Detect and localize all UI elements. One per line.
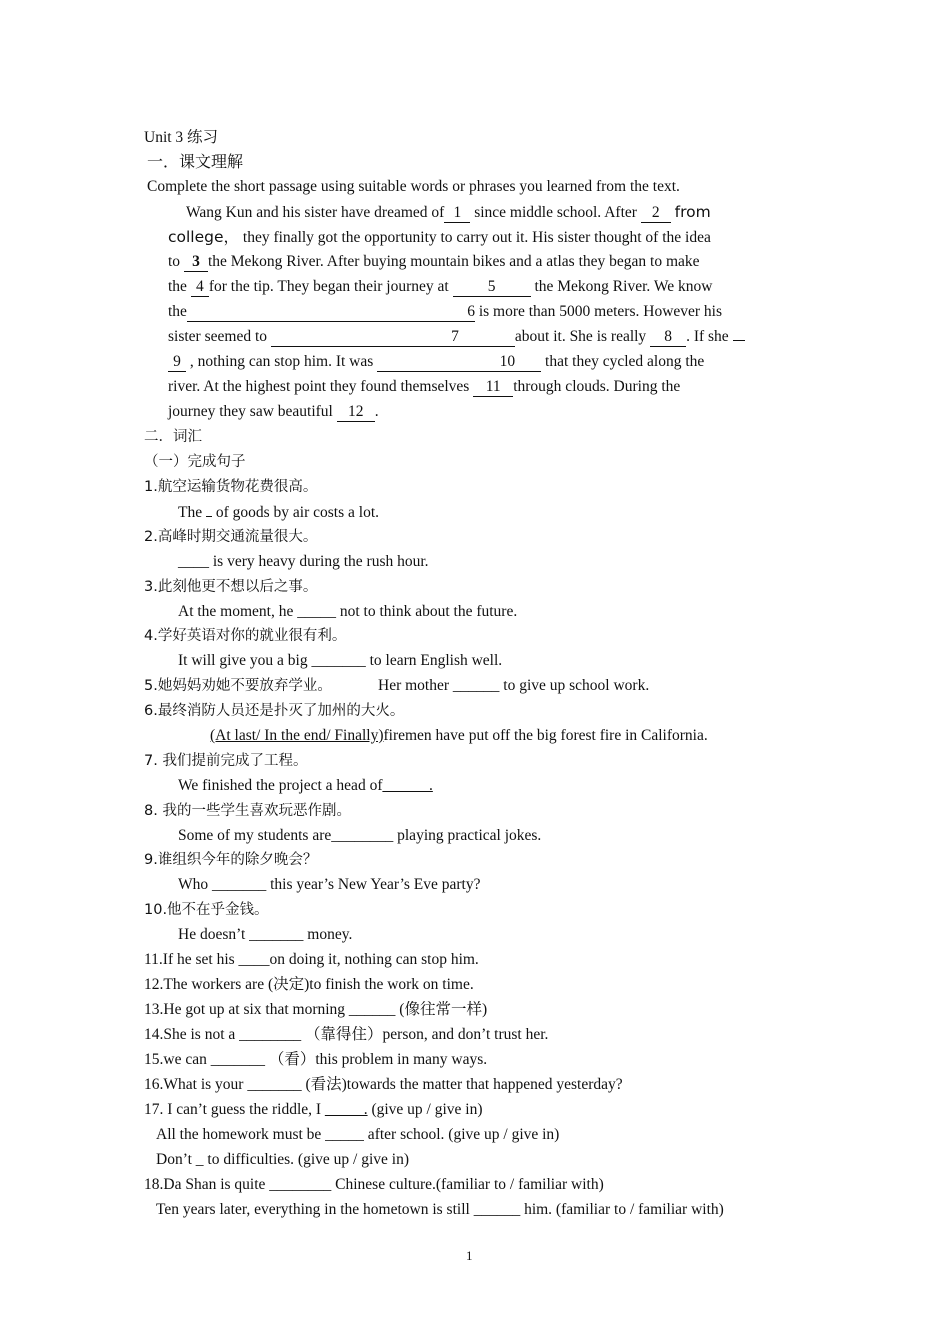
q6-english: (At last/ In the end/ Finally)firemen have put off the big forest fire in California. — [210, 727, 708, 744]
q15: 15.we can _______ （看）this problem in many ways. — [144, 1051, 488, 1068]
q17-third: Don’t _ to difficulties. (give up / give in) — [156, 1151, 409, 1168]
blank-12: 12 — [337, 403, 375, 422]
passage-line-1: Wang Kun and his sister have dreamed of 1 since middle school. After 2 from — [186, 203, 711, 221]
q5-chinese: 5.她妈妈劝她不要放弃学业。 — [144, 678, 332, 694]
q4-english: It will give you a big _______ to learn English well. — [178, 652, 503, 669]
q7-english: We finished the project a head of______. — [178, 777, 433, 794]
q2-english: ____ is very heavy during the rush hour. — [178, 553, 429, 570]
passage-line-4: the 4 for the tip. They began their journey at 5 the Mekong River. We know — [168, 278, 713, 295]
passage-line-8: river. At the highest point they found themselves 11 through clouds. During the — [168, 378, 681, 395]
q9-chinese: 9.谁组织今年的除夕晚会？ — [144, 852, 318, 868]
section2-heading: 二．词汇 — [144, 429, 202, 445]
q10-english: He doesn’t _______ money. — [178, 926, 353, 943]
blank-9-start — [733, 340, 745, 341]
blank-8: 8 — [650, 328, 686, 347]
q1-english: The of goods by air costs a lot. — [178, 504, 380, 521]
passage-line-2: college， they finally got the opportunity to carry out it. His sister thought of the idea — [168, 228, 711, 246]
passage-line-9: journey they saw beautiful 12 . — [168, 403, 379, 420]
q5-english: Her mother ______ to give up school work. — [378, 677, 650, 694]
section1-heading: 一．课文理解 — [147, 152, 244, 171]
blank-5: 5 — [453, 278, 531, 297]
q12: 12.The workers are (决定)to finish the work on time. — [144, 976, 474, 993]
blank-2: 2 — [641, 204, 671, 223]
blank-1: 1 — [444, 204, 470, 223]
blank-10: 10 — [377, 353, 541, 372]
passage-line-5: the 6 is more than 5000 meters. However his — [168, 303, 723, 320]
q3-chinese: 3.此刻他更不想以后之事。 — [144, 579, 318, 595]
page-title: Unit 3 练习 — [144, 129, 219, 146]
q2-chinese: 2.高峰时期交通流量很大。 — [144, 529, 318, 545]
q6-chinese: 6.最终消防人员还是扑灭了加州的大火。 — [144, 703, 405, 719]
q13: 13.He got up at six that morning ______ (像往常一样) — [144, 1001, 488, 1018]
section2-subheading: （一）完成句子 — [144, 454, 246, 470]
blank-6: 6 — [187, 303, 475, 322]
q3-english: At the moment, he _____ not to think about the future. — [178, 603, 518, 620]
blank-7: 7 — [271, 328, 515, 347]
q8-chinese: 8. 我的一些学生喜欢玩恶作剧。 — [144, 803, 351, 819]
blank-11: 11 — [473, 378, 513, 397]
q18: 18.Da Shan is quite ________ Chinese culture.(familiar to / familiar with) — [144, 1176, 604, 1193]
q16: 16.What is your _______ (看法)towards the matter that happened yesterday? — [144, 1076, 623, 1093]
q17: 17. I can’t guess the riddle, I _____. (give up / give in) — [144, 1101, 483, 1118]
section1-instruction: Complete the short passage using suitable words or phrases you learned from the text. — [147, 178, 680, 195]
passage-line-3: to 3 the Mekong River. After buying mountain bikes and a atlas they began to make — [168, 253, 700, 270]
blank-9: 9 — [168, 353, 186, 372]
q8-english: Some of my students are________ playing practical jokes. — [178, 827, 542, 844]
q14: 14.She is not a ________ （靠得住）person, and don’t trust her. — [144, 1026, 549, 1043]
page-number: 1 — [466, 1248, 473, 1263]
q18-second: Ten years later, everything in the hometown is still ______ him. (familiar to / familiar with) — [156, 1201, 724, 1218]
q9-english: Who _______ this year’s New Year’s Eve party? — [178, 876, 481, 893]
q11: 11.If he set his ____on doing it, nothing can stop him. — [144, 951, 479, 968]
blank-3: 3 — [184, 253, 208, 272]
q1-blank — [206, 502, 212, 517]
q7-chinese: 7. 我们提前完成了工程。 — [144, 753, 308, 769]
passage-line-7: 9 , nothing can stop him. It was 10 that they cycled along the — [168, 352, 704, 372]
passage-line-6: sister seemed to 7 about it. She is really 8 . If she — [168, 327, 745, 347]
q1-chinese: 1.航空运输货物花费很高。 — [144, 479, 318, 495]
blank-4: 4 — [191, 278, 209, 297]
q10-chinese: 10.他不在乎金钱。 — [144, 902, 269, 918]
q4-chinese: 4.学好英语对你的就业很有利。 — [144, 628, 347, 644]
q17-second: All the homework must be _____ after school. (give up / give in) — [156, 1126, 560, 1143]
